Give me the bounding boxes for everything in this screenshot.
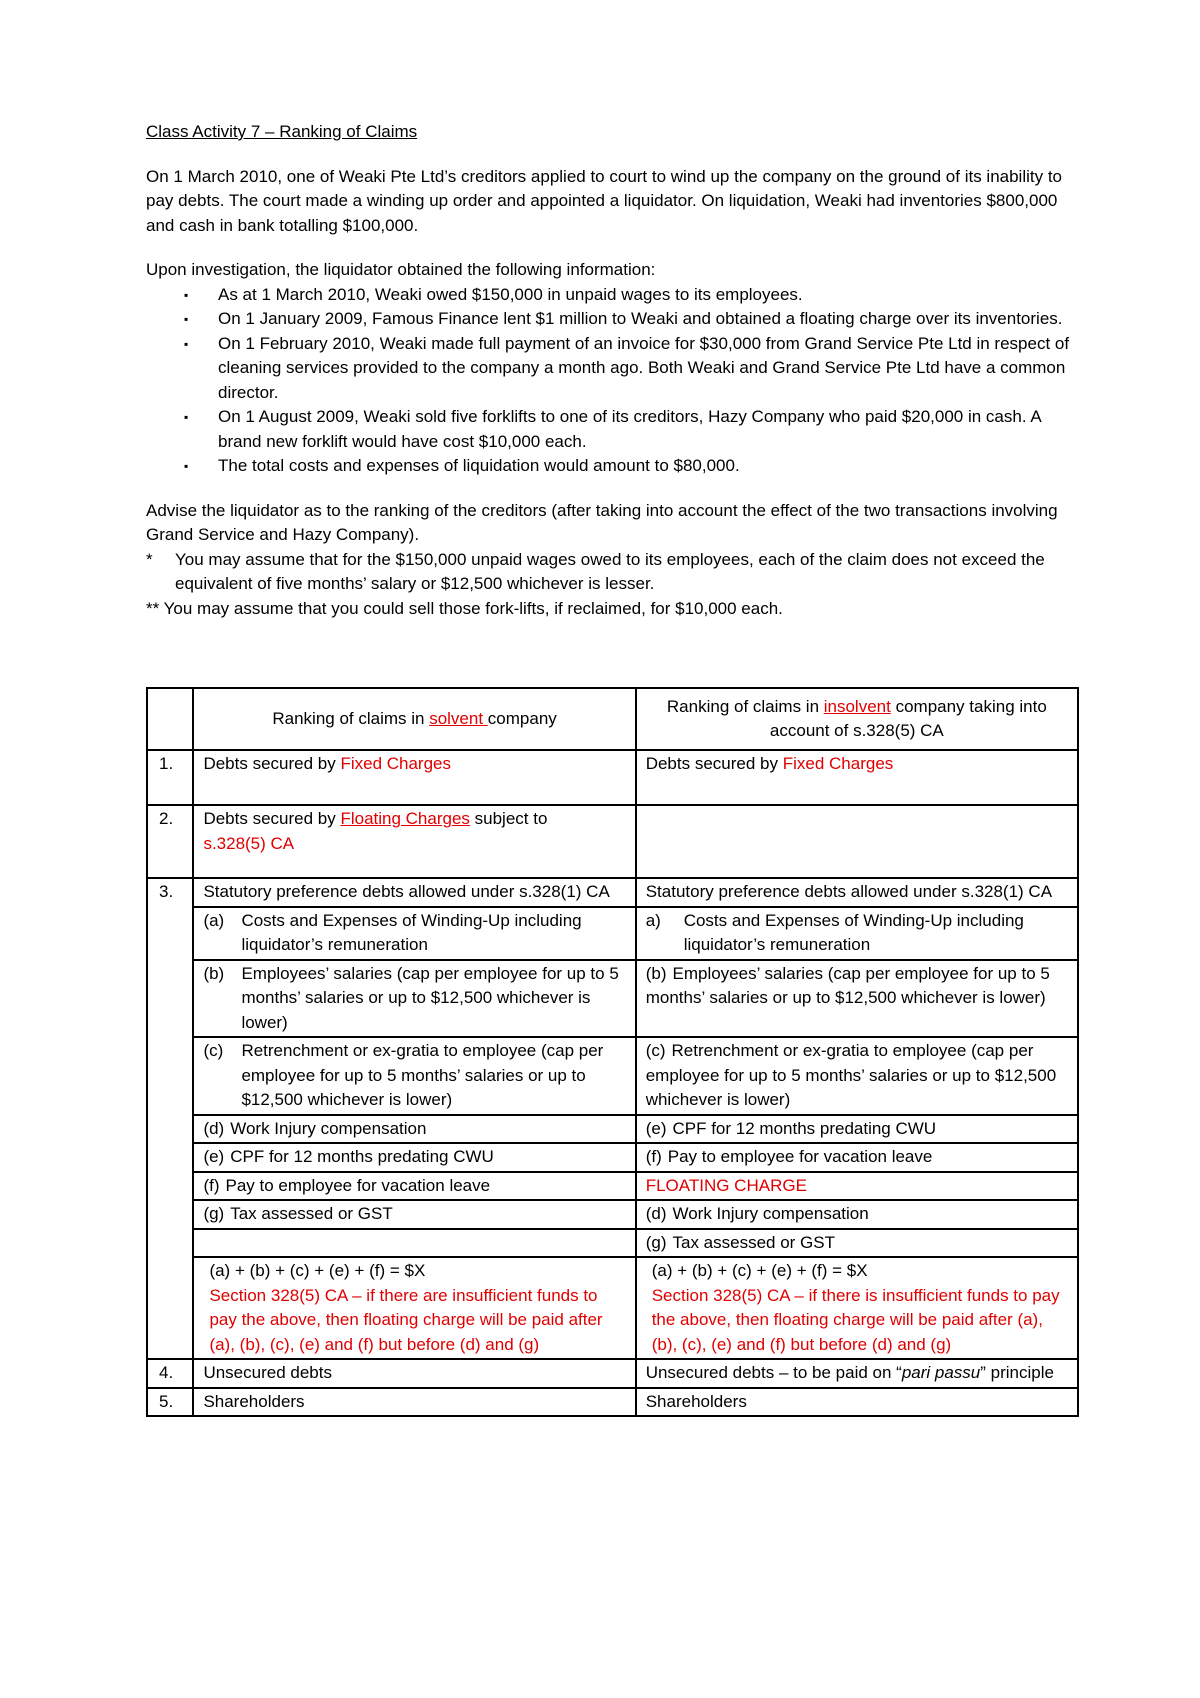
sub-item-solvent: (e) CPF for 12 months predating CWU <box>193 1143 635 1172</box>
sub-item-insolvent: (d) Work Injury compensation <box>636 1200 1078 1229</box>
cell-statutory-insolvent: Statutory preference debts allowed under s.328(1) CA <box>636 878 1078 907</box>
cell-floating-charges-solvent: Debts secured by Floating Charges subject to s.328(5) CA <box>193 805 635 878</box>
cell-statutory-solvent: Statutory preference debts allowed under s.328(1) CA <box>193 878 635 907</box>
table-header-row <box>147 688 1078 750</box>
sub-item-solvent: (d) Work Injury compensation <box>193 1115 635 1144</box>
cell-floating-charges-insolvent <box>636 805 1078 878</box>
cell-fixed-charges-solvent: Debts secured by Fixed Charges <box>193 750 635 805</box>
table-row <box>147 1143 1078 1172</box>
sub-item-solvent: (c) Retrenchment or ex-gratia to employee (cap per employee for up to 5 months’ salaries or up to $12,500 whichever is lower) <box>193 1037 635 1115</box>
table-row <box>147 1359 1078 1388</box>
sub-item-insolvent: a) Costs and Expenses of Winding-Up including liquidator’s remuneration <box>636 907 1078 960</box>
table-row <box>147 1200 1078 1229</box>
sub-item-solvent: (a) Costs and Expenses of Winding-Up including liquidator’s remuneration <box>193 907 635 960</box>
sub-item-insolvent: (g) Tax assessed or GST <box>636 1229 1078 1258</box>
formula-solvent: (a) + (b) + (c) + (e) + (f) = $X Section 328(5) CA – if there are insufficient funds to pay the above, then floating charge will be paid after (a), (b), (c), (e) and (f) but before (d) and (g) <box>193 1257 635 1359</box>
table-row <box>147 805 1078 878</box>
ranking-table <box>146 687 1079 1417</box>
header-insolvent: Ranking of claims in insolvent company taking into account of s.328(5) CA <box>636 688 1078 750</box>
cell-shareholders-solvent: Shareholders <box>193 1388 635 1417</box>
table-row <box>147 878 1078 907</box>
list-item: ▪ On 1 January 2009, Famous Finance lent $1 million to Weaki and obtained a floating charge over its inventories. <box>146 307 1086 332</box>
document-body <box>146 120 1086 621</box>
table-row <box>147 907 1078 960</box>
document-title: Class Activity 7 – Ranking of Claims <box>146 122 418 141</box>
table-row <box>147 1172 1078 1201</box>
sub-item-solvent: (g) Tax assessed or GST <box>193 1200 635 1229</box>
formula-insolvent: (a) + (b) + (c) + (e) + (f) = $X Section 328(5) CA – if there is insufficient funds to pay the above, then floating charge will be paid after (a), (b), (c), (e) and (f) but before (d) and (g) <box>636 1257 1078 1359</box>
row-number: 4. <box>147 1359 193 1388</box>
cell-fixed-charges-insolvent: Debts secured by Fixed Charges <box>636 750 1078 805</box>
sub-item-insolvent: (b) Employees’ salaries (cap per employee for up to 5 months’ salaries or up to $12,500 whichever is lower) <box>636 960 1078 1038</box>
table-row <box>147 1257 1078 1359</box>
sub-item-insolvent: (c) Retrenchment or ex-gratia to employee (cap per employee for up to 5 months’ salaries or up to $12,500 whichever is lower) <box>636 1037 1078 1115</box>
row-number: 1. <box>147 750 193 805</box>
bullet-icon: ▪ <box>184 287 189 302</box>
header-solvent: Ranking of claims in solvent company <box>193 688 635 750</box>
floating-charge-label: FLOATING CHARGE <box>636 1172 1078 1201</box>
list-item: ▪ On 1 August 2009, Weaki sold five forklifts to one of its creditors, Hazy Company who paid $20,000 in cash. A brand new forklift would have cost $10,000 each. <box>184 407 1041 451</box>
sub-item-solvent: (b) Employees’ salaries (cap per employee for up to 5 months’ salaries or up to $12,500 whichever is lower) <box>193 960 635 1038</box>
table-row <box>147 1037 1078 1115</box>
bullet-icon: ▪ <box>184 410 189 424</box>
cell-shareholders-insolvent: Shareholders <box>636 1388 1078 1417</box>
note-forklifts: ** You may assume that you could sell those fork-lifts, if reclaimed, for $10,000 each. <box>146 598 783 618</box>
table-row <box>147 1115 1078 1144</box>
header-num-cell <box>147 688 193 750</box>
list-item: ▪ As at 1 March 2010, Weaki owed $150,000 in unpaid wages to its employees. <box>146 283 1086 308</box>
sub-item-solvent: (f) Pay to employee for vacation leave <box>193 1172 635 1201</box>
sub-item-solvent-empty <box>193 1229 635 1258</box>
cell-unsecured-solvent: Unsecured debts <box>193 1359 635 1388</box>
intro-paragraph: On 1 March 2010, one of Weaki Pte Ltd’s creditors applied to court to wind up the company on the ground of its inability to pay debts. The court made a winding up order and appointed a liquidator. On liquidation, Weaki had inventories $800,000 and cash in bank totalling $100,000. <box>146 166 1063 235</box>
table-row <box>147 1229 1078 1258</box>
note-wages: * You may assume that for the $150,000 unpaid wages owed to its employees, each of the claim does not exceed the equivalent of five months’ salary or $12,500 whichever is lesser. <box>146 549 1045 593</box>
note-asterisk: * <box>146 549 153 569</box>
table-row <box>147 1388 1078 1417</box>
cell-unsecured-insolvent: Unsecured debts – to be paid on “pari passu” principle <box>636 1359 1078 1388</box>
advise-paragraph: Advise the liquidator as to the ranking of the creditors (after taking into account the effect of the two transactions involving Grand Service and Hazy Company). <box>146 500 1058 544</box>
table-row <box>147 960 1078 1038</box>
info-bullet-list <box>146 283 1086 479</box>
bullet-icon: ▪ <box>184 312 189 326</box>
row-number: 3. <box>147 878 193 1359</box>
bullet-icon: ▪ <box>184 459 189 473</box>
list-item: ▪ On 1 February 2010, Weaki made full payment of an invoice for $30,000 from Grand Service Pte Ltd in respect of cleaning services provided to the company a month ago. Both Weaki and Grand Service Pte Ltd have a common director. <box>184 333 1070 402</box>
table-row <box>147 750 1078 805</box>
row-number: 5. <box>147 1388 193 1417</box>
list-item: ▪ The total costs and expenses of liquidation would amount to $80,000. <box>146 454 1086 479</box>
sub-item-insolvent: (f) Pay to employee for vacation leave <box>636 1143 1078 1172</box>
bullet-icon: ▪ <box>184 336 189 351</box>
row-number: 2. <box>147 805 193 878</box>
sub-item-insolvent: (e) CPF for 12 months predating CWU <box>636 1115 1078 1144</box>
info-heading: Upon investigation, the liquidator obtained the following information: <box>146 260 656 279</box>
